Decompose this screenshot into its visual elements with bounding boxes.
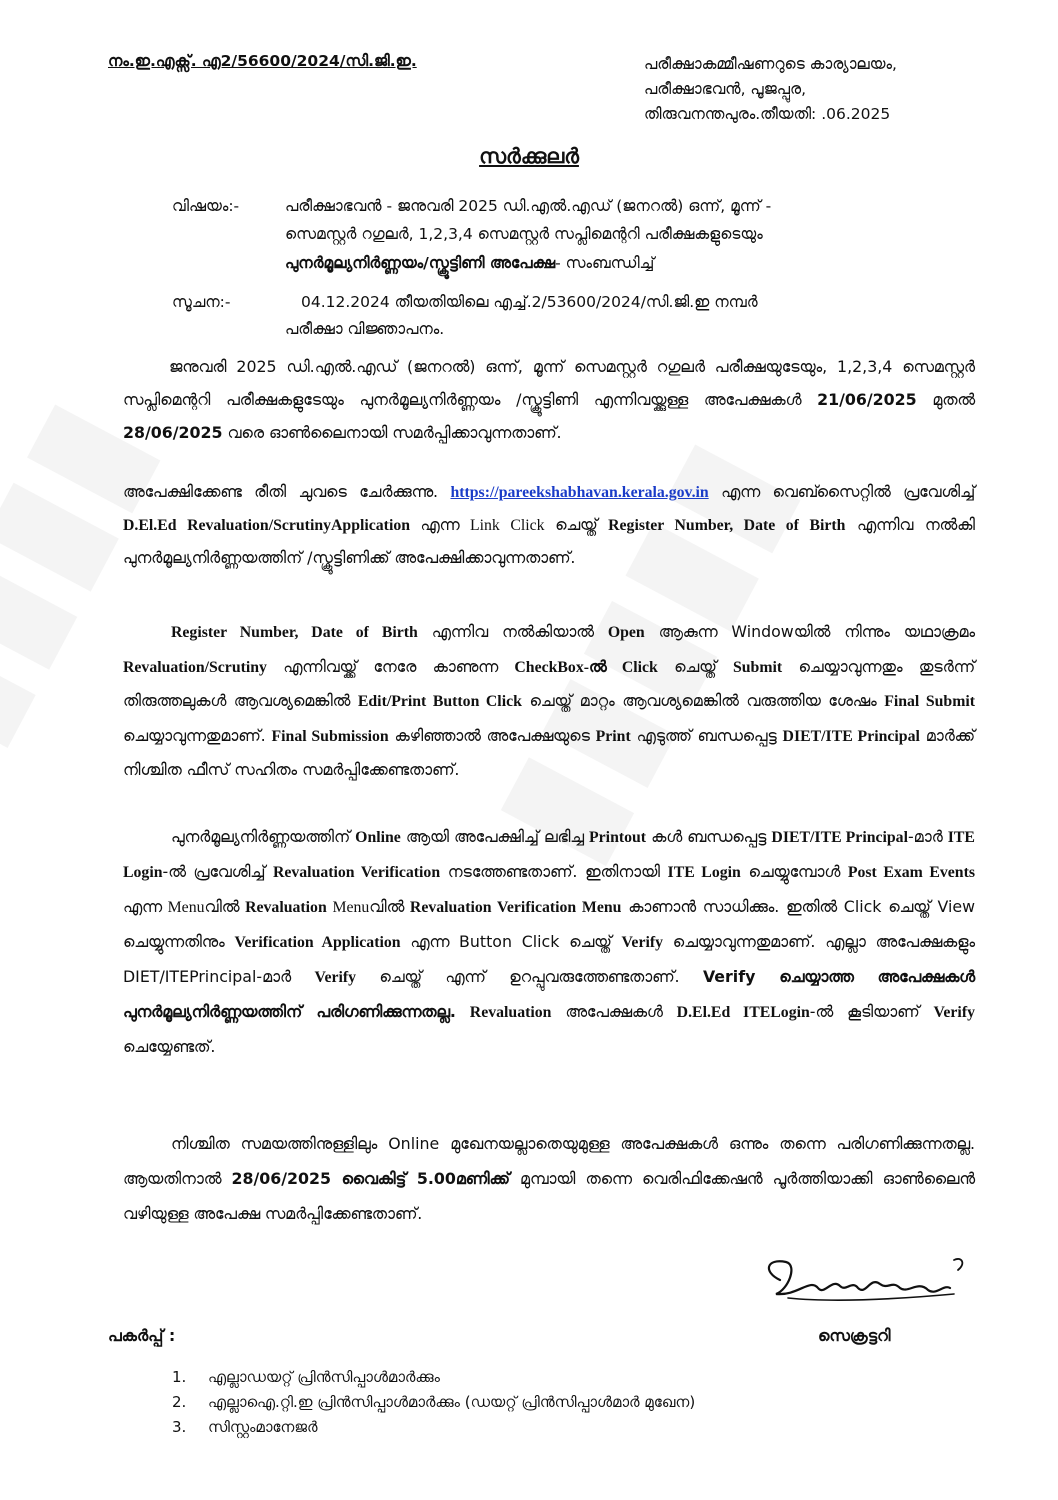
para4-text-31: -ൽ കൂടിയാണ് (809, 1002, 934, 1021)
para2-text-a: അപേക്ഷിക്കേണ്ട രീതി ചുവടെ ചേർക്കുന്നു. (123, 482, 451, 501)
para1-text-c: വരെ ഓൺലൈനായി സമർപ്പിക്കാവുന്നതാണ്. (222, 423, 562, 442)
para4-text-19: കാണാൻ സാധിക്കും. ഇതിൽ Click ചെയ്ത് View ചെയ്യുന്നതിനും (123, 897, 975, 951)
para3-text-6: എന്നിവയ്ക്ക് നേരേ കാണുന്ന (266, 656, 515, 676)
para3-bold-submit: Submit (732, 658, 783, 676)
para4-bold-verify-2: Verify (314, 969, 357, 986)
para4-bold-post-exam-events: Post Exam Events (847, 864, 975, 881)
para3-text-16: കഴിഞ്ഞാൽ അപേക്ഷയുടെ (388, 725, 596, 745)
para3-bold-final-submit: Final Submit (884, 693, 976, 710)
para3-text-20: മാർക്ക് നിശ്ചിത ഫീസ് സഹിതം സമർപ്പിക്കേണ്ടതാണ്. (123, 725, 975, 779)
list-item-text: സിസ്റ്റംമാനേജർ (208, 1418, 318, 1436)
para5-text-1: നിശ്ചിത സമയത്തിനുള്ളിലും Online മുഖേനയല്ലാതെയുമുള്ള അപേക്ഷകൾ ഒന്നും തന്നെ പരിഗണിക്കുന്നതല്ല. ആയതിനാൽ (123, 1134, 975, 1188)
para4-bold-verify-3: Verify (933, 1004, 975, 1021)
para3-bold-open: Open (607, 624, 645, 641)
para3-bold-final-submission: Final Submission (271, 727, 389, 745)
office-line-3-date: തിരുവനന്തപുരം.തീയതി: .06.2025 (644, 105, 891, 123)
para3-bold-checkbox-click: CheckBox-ൽ Click (514, 658, 658, 676)
para4-bold-verification-application: Verification Application (234, 934, 401, 951)
para4-text-21: എന്ന Button Click ചെയ്ത് (400, 932, 622, 951)
para4-bold-deled-itelogin: D.El.Ed ITELogin (676, 1004, 810, 1021)
list-item-number: 2. (172, 1393, 187, 1411)
list-item-text: എല്ലാഐ.റ്റി.ഇ പ്രിൻസിപ്പാൾമാർക്കും (ഡയറ്റ് പ്രിൻസിപ്പാൾമാർ മുഖേന) (208, 1393, 696, 1411)
para3-bold-edit-print: Edit/Print Button Click (357, 693, 522, 710)
para4-bold-warning: Verify ചെയ്യാത്ത അപേക്ഷകൾ പുനർമൂല്യനിർണ്ണയത്തിന് പരിഗണിക്കുന്നതല്ല. (123, 967, 976, 1021)
subject-line-3 (285, 249, 654, 277)
office-address (644, 52, 1024, 127)
page-title: സർക്കുലർ (479, 144, 579, 168)
para3-text-4: ആകുന്ന Windowയിൽ നിന്നും യഥാക്രമം (644, 622, 975, 641)
para2-text-d: എന്ന Link Click ചെയ്ത് (410, 517, 609, 534)
para4-text-7: -മാർ (907, 827, 948, 846)
paragraph-2 (123, 476, 975, 574)
para4-bold-revaluation-2: Revaluation (469, 1004, 552, 1021)
designation-secretary: സെക്രട്ടറി (818, 1326, 891, 1345)
para4-text-9: -ൽ പ്രവേശിച്ച് (162, 862, 273, 881)
para4-text-25: ചെയ്ത് എന്ന് ഉറപ്പുവരുത്തേണ്ടതാണ്. (356, 967, 703, 986)
para4-bold-reval-verification: Revaluation Verification (272, 864, 441, 881)
para4-text-27 (456, 1002, 470, 1021)
list-item-number: 3. (172, 1418, 187, 1436)
para4-text-5: കൾ ബന്ധപ്പെട്ട (646, 827, 772, 846)
para4-bold-ite-login: ITE Login (123, 829, 975, 881)
list-item (172, 1390, 695, 1415)
para1-date-from: 21/06/2025 (817, 390, 917, 409)
para3-text-2: എന്നിവ നൽകിയാൽ (417, 622, 608, 641)
para2-text-b: എന്ന വെബ്സൈറ്റിൽ പ്രവേശിച്ച് (708, 482, 975, 501)
website-link[interactable]: https://pareekshabhavan.kerala.gov.in (450, 484, 709, 501)
office-line-1: പരീക്ഷാകമ്മീഷണറുടെ കാര്യാലയം, (644, 55, 897, 73)
para1-date-to: 28/06/2025 (123, 423, 223, 442)
reference-line-1: 04.12.2024 തീയതിയിലെ എച്ച്.2/53600/2024/സി.ജി.ഇ നമ്പർ (301, 293, 758, 311)
paragraph-5 (123, 1126, 975, 1231)
paragraph-1 (123, 350, 975, 449)
para2-application-name: D.El.Ed Revaluation/ScrutinyApplication (123, 517, 411, 534)
para2-register-dob: Register Number, Date of Birth (608, 517, 846, 534)
para3-text-14: ചെയ്യാവുന്നതുമാണ്. (123, 725, 272, 745)
para3-text-12: ചെയ്ത് മാറ്റം ആവശ്യമെങ്കിൽ വരുത്തിയ ശേഷം (521, 691, 885, 710)
para4-bold-reval-verification-menu: Revaluation Verification Menu (409, 899, 622, 916)
para3-bold-diet-ite: DIET/ITE Principal (782, 727, 920, 745)
subject-line-3-rest: - സംബന്ധിച്ച് (555, 254, 655, 272)
subject-line-1: പരീക്ഷാഭവൻ - ജനുവരി 2025 ഡി.എൽ.എഡ് (ജനറൽ) ഒന്ന്, മൂന്ന് - (285, 197, 772, 215)
para4-text-15: എന്ന Menuവിൽ (123, 899, 246, 916)
reference-number: നം.ഇ.എക്സ്. എ2/56600/2024/സി.ജി.ഇ. (108, 52, 417, 70)
paragraph-4 (123, 820, 975, 1064)
para3-bold-reval-scrutiny: Revaluation/Scrutiny (123, 658, 267, 676)
para3-text-8: ചെയ്ത് (657, 656, 733, 676)
para1-text-b: മുതൽ (916, 390, 975, 409)
list-item-number: 1. (172, 1368, 187, 1386)
copy-label: പകർപ്പ് : (108, 1326, 176, 1345)
para4-text-33: ചെയ്യേണ്ടത്. (123, 1037, 216, 1056)
para4-text-3: ആയി അപേക്ഷിച്ച് ലഭിച്ച (400, 827, 590, 846)
subject-bold-text: പുനർമൂല്യനിർണ്ണയം/സ്ക്രൂട്ടിണി അപേക്ഷ (285, 254, 556, 272)
para3-text-18: എടുത്ത് ബന്ധപ്പെട്ട (630, 725, 783, 745)
para4-text-11: നടത്തേണ്ടതാണ്. ഇതിനായി (440, 862, 668, 881)
para4-bold-printout: Printout (589, 829, 647, 846)
list-item-text: എല്ലാഡയറ്റ് പ്രിൻസിപ്പാൾമാർക്കും (208, 1368, 440, 1386)
para3-bold-print: Print (595, 727, 631, 745)
copy-recipients-list (172, 1365, 695, 1440)
para4-text-1: പുനർമൂല്യനിർണ്ണയത്തിന് (171, 827, 356, 846)
list-item (172, 1365, 695, 1390)
office-line-2: പരീക്ഷാഭവൻ, പൂജപ്പുര, (644, 80, 807, 98)
reference-label: സൂചന:- (172, 293, 231, 311)
para4-text-17: Menuവിൽ (326, 899, 410, 916)
reference-line-2: പരീക്ഷാ വിജ്ഞാപനം. (285, 320, 445, 338)
para4-text-29: അപേക്ഷകൾ (551, 1002, 677, 1021)
para1-text-a: ജനുവരി 2025 ഡി.എൽ.എഡ് (ജനറൽ) ഒന്ന്, മൂന്ന് സെമസ്റ്റർ റഗുലർ പരീക്ഷയുടേയും, 1,2,3,4 സെമസ്റ്റർ സപ്ലിമെന്ററി പരീക്ഷകളുടേയും പുനർമൂല്യനിർണ്ണയം /സ്ക്രൂട്ടിണി എന്നിവയ്ക്കുള്ള അപേക്ഷകൾ (123, 357, 975, 409)
para3-bold-1: Register Number, Date of Birth (171, 624, 418, 641)
para4-bold-diet-ite: DIET/ITE Principal (771, 829, 908, 846)
para4-bold-verify: Verify (621, 934, 663, 951)
para5-text-3: മുമ്പായി തന്നെ വെരിഫിക്കേഷൻ പൂർത്തിയാക്കി ഓൺലൈൻ വഴിയുള്ള അപേക്ഷ സമർപ്പിക്കേണ്ടതാണ്. (123, 1169, 975, 1223)
para5-bold-deadline: 28/06/2025 വൈകിട്ട് 5.00മണിക്ക് (231, 1169, 510, 1188)
list-item (172, 1415, 695, 1440)
signature-image (758, 1250, 968, 1310)
para4-text-13: ചെയ്യുമ്പോൾ (740, 862, 848, 881)
para4-bold-online: Online (355, 829, 401, 846)
subject-line-2: സെമസ്റ്റർ റഗുലർ, 1,2,3,4 സെമസ്റ്റർ സപ്ലിമെന്ററി പരീക്ഷകളുടെയും (285, 225, 763, 243)
para4-bold-ite-login-2: ITE Login (667, 864, 741, 881)
para3-text-10: ചെയ്യാവുന്നതും തുടർന്ന് തിരുത്തലുകൾ ആവശ്യമെങ്കിൽ (123, 656, 975, 710)
paragraph-3 (123, 615, 975, 787)
para4-text-23: ചെയ്യാവുന്നതുമാണ്. എല്ലാ അപേക്ഷകളും DIET/ITEPrincipal-മാർ (123, 932, 975, 986)
para4-bold-revaluation: Revaluation (245, 899, 327, 916)
para2-text-f: എന്നിവ നൽകി പുനർമൂല്യനിർണ്ണയത്തിന് /സ്ക്രൂട്ടിണിക്ക് അപേക്ഷിക്കാവുന്നതാണ്. (123, 515, 975, 567)
subject-label: വിഷയം:- (172, 197, 240, 215)
